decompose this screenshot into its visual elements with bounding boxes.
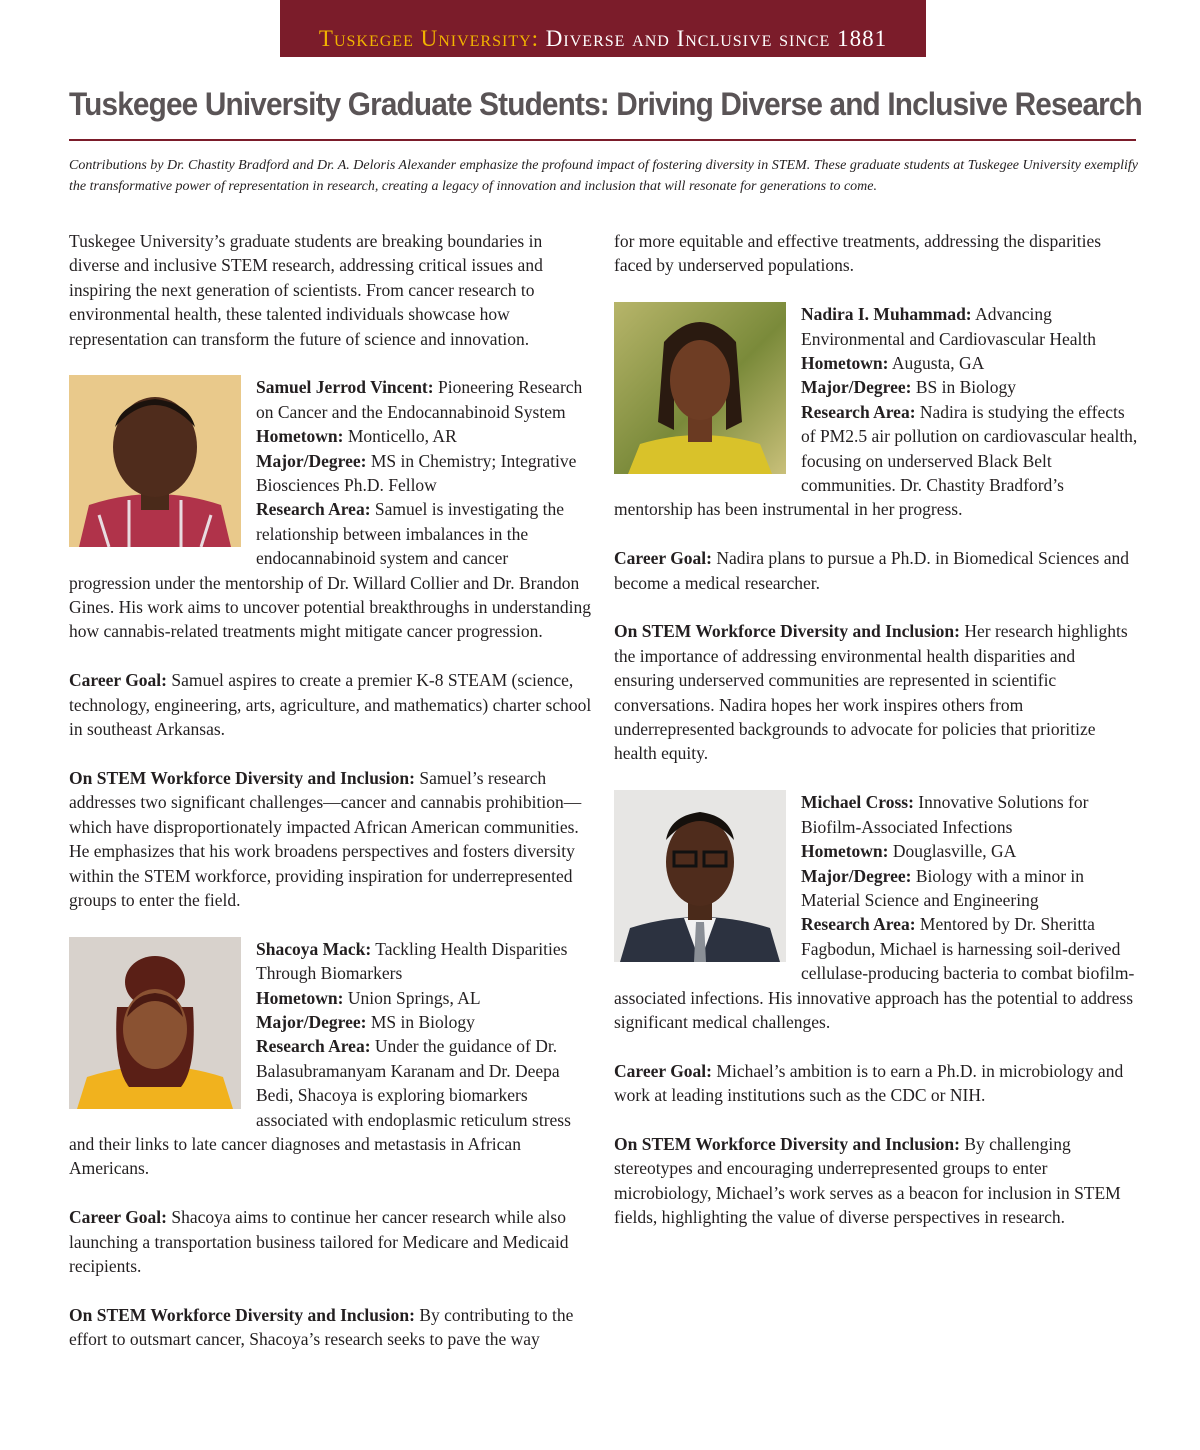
- shacoya-diversity-continued: for more equitable and effective treatments, addressing the disparities faced by underserved populations.: [614, 231, 1102, 276]
- nadira-research: Nadira is studying the effects of PM2.5 air pollution on cardiovascular health, focusing on underserved Black Belt communities. Dr. Chastity Bradford’s mentorship has been instrumental in her progress.: [614, 401, 1138, 520]
- title-divider: [69, 139, 1136, 141]
- profile-michael: [614, 790, 1139, 1034]
- shacoya-career-label: Career Goal:: [69, 1207, 168, 1228]
- michael-major-label: Major/Degree:: [801, 865, 912, 886]
- nadira-diversity: Her research highlights the importance of addressing environmental health disparities and ensuring underserved communities are represented in scientific conversations. Nadira hopes her work inspires others from underrepresented backgrounds to advocate for policies that prioritize health equity.: [614, 621, 1128, 764]
- shacoya-major-label: Major/Degree:: [256, 1011, 367, 1032]
- shacoya-headline: Tackling Health Disparities Through Biomarkers: [256, 938, 568, 984]
- banner-tagline: Diverse and Inclusive since 1881: [545, 26, 888, 51]
- shacoya-research: Under the guidance of Dr. Balasubramanyam Karanam and Dr. Deepa Bedi, Shacoya is exploring biomarkers associated with endoplasmic reticulum stress and their links to late cancer diagnoses and metastasis in African Americans.: [69, 1036, 571, 1179]
- michael-diversity: By challenging stereotypes and encouraging underrepresented groups to enter microbiology, Michael’s work serves as a beacon for inclusion in STEM fields, highlighting the value of diverse perspectives in research.: [614, 1133, 1121, 1228]
- michael-name: Michael Cross:: [801, 792, 914, 813]
- left-column: [69, 229, 594, 1376]
- nadira-hometown: Augusta, GA: [891, 353, 985, 374]
- samuel-research: Samuel is investigating the relationship between imbalances in the endocannabinoid system and cancer progression under the mentorship of Dr. Willard Collier and Dr. Brandon Gines. His work aims to uncover potential breakthroughs in understanding how cannabis-related treatments might mitigate cancer progression.: [69, 499, 591, 642]
- samuel-name: Samuel Jerrod Vincent:: [256, 377, 434, 398]
- samuel-major: MS in Chemistry; Integrative Biosciences Ph.D. Fellow: [256, 450, 577, 496]
- samuel-hometown: Monticello, AR: [347, 426, 457, 447]
- profile-nadira: [614, 302, 1139, 522]
- page-title: Tuskegee University Graduate Students: Driving Diverse and Inclusive Research: [69, 86, 1142, 122]
- right-column: [614, 229, 1139, 1254]
- michael-hometown-label: Hometown:: [801, 841, 889, 862]
- shacoya-career: Shacoya aims to continue her cancer research while also launching a transportation business tailored for Medicare and Medicaid recipients.: [69, 1207, 569, 1276]
- samuel-headline: Pioneering Research on Cancer and the Endocannabinoid System: [256, 377, 583, 422]
- samuel-career: Samuel aspires to create a premier K-8 STEAM (science, technology, engineering, arts, agriculture, and mathematics) charter school in southeast Arkansas.: [69, 670, 592, 740]
- michael-hometown: Douglasville, GA: [892, 841, 1017, 862]
- michael-research-label: Research Area:: [801, 914, 916, 935]
- nadira-diversity-label: On STEM Workforce Diversity and Inclusion:: [614, 621, 960, 642]
- michael-career-label: Career Goal:: [614, 1060, 713, 1081]
- michael-diversity-paragraph: [614, 1132, 1139, 1230]
- michael-headline: Innovative Solutions for Biofilm-Associated Infections: [801, 792, 1089, 837]
- samuel-photo: [69, 375, 241, 547]
- shacoya-research-label: Research Area:: [256, 1036, 371, 1057]
- shacoya-major: MS in Biology: [370, 1011, 475, 1032]
- samuel-research-label: Research Area:: [256, 499, 371, 520]
- nadira-major: BS in Biology: [915, 377, 1016, 398]
- intro-paragraph: Tuskegee University’s graduate students are breaking boundaries in diverse and inclusive STEM research, addressing critical issues and inspiring the next generation of scientists. From cancer research to environmental health, these talented individuals showcase how representation can transform the future of science and innovation.: [69, 231, 543, 349]
- nadira-headline: Advancing Environmental and Cardiovascular Health: [801, 304, 1096, 349]
- nadira-photo: [614, 302, 786, 474]
- nadira-major-label: Major/Degree:: [801, 377, 912, 398]
- nadira-career: Nadira plans to pursue a Ph.D. in Biomedical Sciences and become a medical researcher.: [614, 548, 1129, 593]
- banner-university: Tuskegee University:: [318, 26, 540, 51]
- contributions-note: Contributions by Dr. Chastity Bradford and Dr. A. Deloris Alexander emphasize the profound impact of fostering diversity in STEM. These graduate students at Tuskegee University exemplify the transformative power of representation in research, creating a legacy of innovation and inclusion that will resonate for generations to come.: [69, 158, 1138, 194]
- shacoya-name: Shacoya Mack:: [256, 938, 372, 959]
- michael-major: Biology with a minor in Material Science and Engineering: [801, 865, 1085, 910]
- nadira-career-paragraph: [614, 546, 1139, 595]
- shacoya-hometown: Union Springs, AL: [347, 987, 481, 1008]
- samuel-major-label: Major/Degree:: [256, 450, 367, 471]
- shacoya-diversity-paragraph: [69, 1303, 594, 1352]
- nadira-name: Nadira I. Muhammad:: [801, 304, 972, 325]
- samuel-career-paragraph: [69, 668, 594, 741]
- nadira-diversity-paragraph: [614, 619, 1139, 765]
- samuel-diversity-paragraph: [69, 766, 594, 912]
- samuel-hometown-label: Hometown:: [256, 426, 344, 447]
- nadira-career-label: Career Goal:: [614, 548, 713, 569]
- shacoya-hometown-label: Hometown:: [256, 987, 344, 1008]
- samuel-career-label: Career Goal:: [69, 670, 168, 691]
- shacoya-diversity-part1: By contributing to the effort to outsmart cancer, Shacoya’s research seeks to pave the way: [69, 1304, 574, 1350]
- samuel-diversity-label: On STEM Workforce Diversity and Inclusion:: [69, 767, 415, 788]
- michael-career-paragraph: [614, 1059, 1139, 1108]
- shacoya-diversity-label: On STEM Workforce Diversity and Inclusion:: [69, 1304, 415, 1325]
- shacoya-photo: [69, 937, 241, 1109]
- michael-career: Michael’s ambition is to earn a Ph.D. in microbiology and work at leading institutions such as the CDC or NIH.: [614, 1060, 1124, 1106]
- header-banner: [280, 0, 926, 57]
- profile-shacoya: [69, 937, 594, 1181]
- nadira-research-label: Research Area:: [801, 401, 916, 422]
- profile-samuel: [69, 375, 594, 643]
- michael-research: Mentored by Dr. Sheritta Fagbodun, Michael is harnessing soil-derived cellulase-producing bacteria to combat biofilm-associated infections. His innovative approach has the potential to address significant medical challenges.: [614, 914, 1135, 1032]
- samuel-diversity: Samuel’s research addresses two significant challenges—cancer and cannabis prohibition—which have disproportionately impacted African American communities. He emphasizes that his work broadens perspectives and fosters diversity within the STEM workforce, providing inspiration for underrepresented groups to enter the field.: [69, 767, 582, 910]
- shacoya-career-paragraph: [69, 1205, 594, 1278]
- michael-photo: [614, 790, 786, 962]
- nadira-hometown-label: Hometown:: [801, 353, 889, 374]
- michael-diversity-label: On STEM Workforce Diversity and Inclusion:: [614, 1133, 960, 1154]
